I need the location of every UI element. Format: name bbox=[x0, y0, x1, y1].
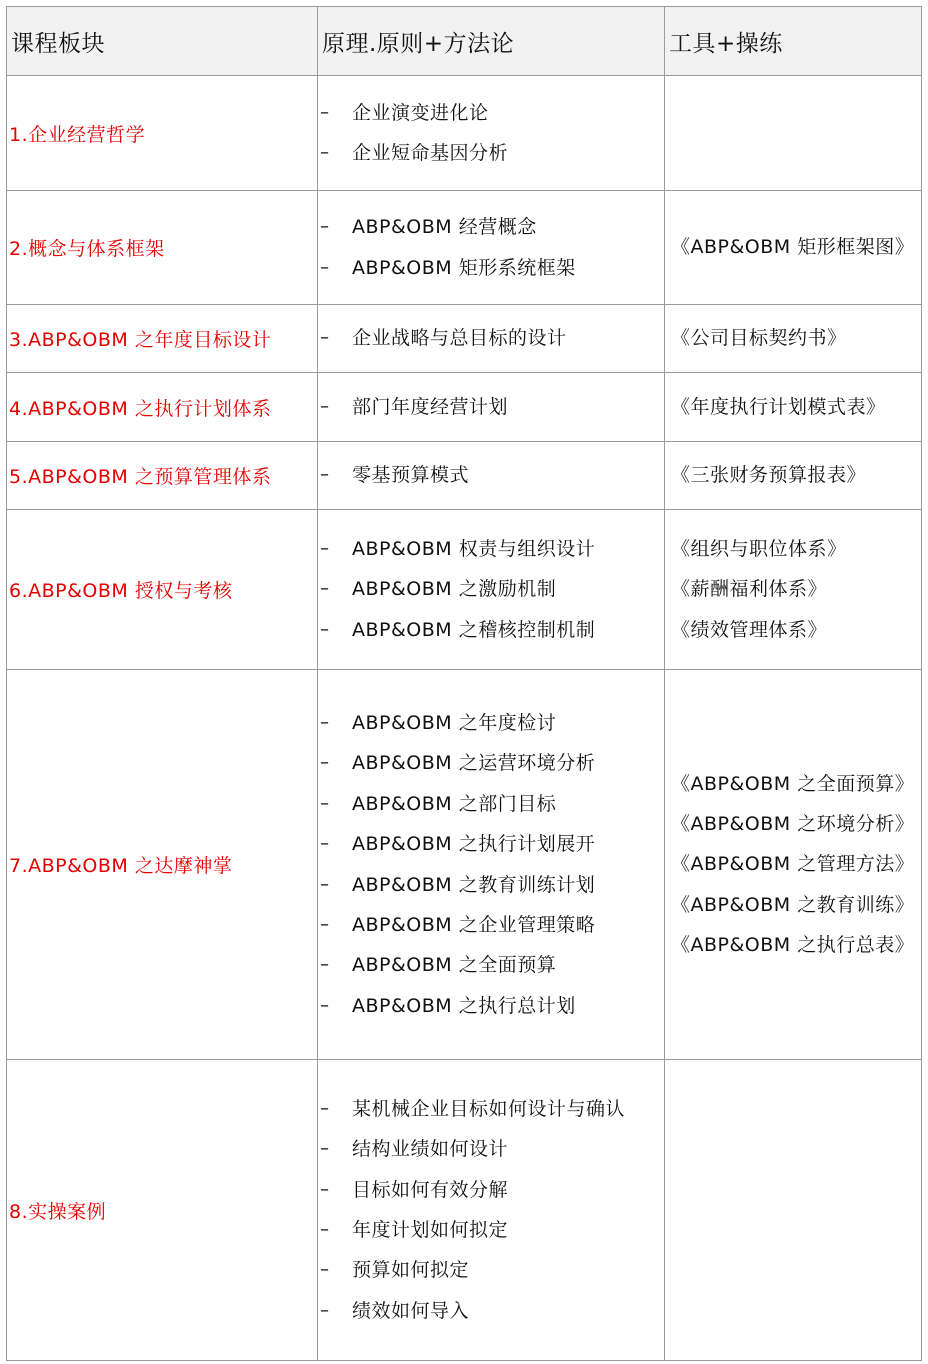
method-item bbox=[318, 743, 664, 783]
module-cell bbox=[7, 191, 318, 305]
dash-bullet: – bbox=[320, 1138, 330, 1160]
tools-cell bbox=[665, 305, 922, 373]
method-item bbox=[318, 529, 664, 569]
method-cell bbox=[318, 373, 665, 442]
course-row bbox=[7, 305, 922, 373]
course-row bbox=[7, 76, 922, 191]
method-text: 绩效如何导入 bbox=[352, 1299, 470, 1322]
tool-list bbox=[665, 387, 921, 427]
tools-cell bbox=[665, 442, 922, 510]
method-text: ABP&OBM 矩形系统框架 bbox=[352, 256, 576, 279]
method-text: ABP&OBM 之运营环境分析 bbox=[352, 752, 596, 775]
method-text: 企业战略与总目标的设计 bbox=[352, 327, 567, 350]
method-text: ABP&OBM 之激励机制 bbox=[352, 578, 557, 601]
module-cell bbox=[7, 510, 318, 670]
method-cell bbox=[318, 510, 665, 670]
method-item bbox=[318, 1210, 664, 1250]
method-text: ABP&OBM 之年度检讨 bbox=[352, 711, 557, 734]
method-list bbox=[318, 703, 664, 1026]
module-title: 4.ABP&OBM 之执行计划体系 bbox=[9, 397, 272, 420]
course-row bbox=[7, 1060, 922, 1361]
tool-item: 《ABP&OBM 之执行总表》 bbox=[671, 934, 915, 957]
method-item bbox=[318, 1250, 664, 1290]
method-item bbox=[318, 824, 664, 864]
header-module: 课程板块 bbox=[7, 7, 318, 76]
dash-bullet: – bbox=[320, 873, 330, 895]
tools-cell bbox=[665, 76, 922, 191]
method-cell bbox=[318, 305, 665, 373]
module-cell bbox=[7, 373, 318, 442]
module-title: 8.实操案例 bbox=[9, 1200, 107, 1223]
course-row bbox=[7, 191, 922, 305]
method-list bbox=[318, 529, 664, 650]
method-item bbox=[318, 865, 664, 905]
dash-bullet: – bbox=[320, 1259, 330, 1281]
course-row bbox=[7, 373, 922, 442]
method-list bbox=[318, 318, 664, 358]
method-item bbox=[318, 1089, 664, 1129]
dash-bullet: – bbox=[320, 711, 330, 733]
dash-bullet: – bbox=[320, 464, 330, 486]
header-method: 原理.原则+方法论 bbox=[318, 7, 665, 76]
header-tools: 工具+操练 bbox=[665, 7, 922, 76]
tools-cell bbox=[665, 373, 922, 442]
method-cell bbox=[318, 1060, 665, 1361]
method-text: ABP&OBM 权责与组织设计 bbox=[352, 537, 596, 560]
tool-list bbox=[665, 764, 921, 966]
method-item bbox=[318, 610, 664, 650]
method-text: ABP&OBM 之企业管理策略 bbox=[352, 913, 596, 936]
method-item bbox=[318, 93, 664, 133]
method-item bbox=[318, 1170, 664, 1210]
module-title: 2.概念与体系框架 bbox=[9, 238, 165, 260]
tool-item: 《绩效管理体系》 bbox=[671, 618, 828, 641]
tool-item: 《ABP&OBM 之管理方法》 bbox=[671, 853, 915, 876]
tool-item: 《公司目标契约书》 bbox=[671, 327, 847, 350]
dash-bullet: – bbox=[320, 578, 330, 600]
method-item bbox=[318, 569, 664, 609]
method-item bbox=[318, 1129, 664, 1169]
module-cell bbox=[7, 670, 318, 1060]
course-row bbox=[7, 670, 922, 1060]
module-cell bbox=[7, 442, 318, 510]
method-text: 预算如何拟定 bbox=[352, 1259, 470, 1282]
method-text: ABP&OBM 之部门目标 bbox=[352, 792, 557, 815]
module-title: 3.ABP&OBM 之年度目标设计 bbox=[9, 329, 272, 351]
dash-bullet: – bbox=[320, 752, 330, 774]
dash-bullet: – bbox=[320, 327, 330, 349]
tool-list bbox=[665, 227, 921, 267]
tools-cell bbox=[665, 191, 922, 305]
tool-item: 《ABP&OBM 之教育训练》 bbox=[671, 893, 915, 916]
method-item bbox=[318, 133, 664, 173]
dash-bullet: – bbox=[320, 954, 330, 976]
dash-bullet: – bbox=[320, 395, 330, 417]
dash-bullet: – bbox=[320, 537, 330, 559]
method-text: 部门年度经营计划 bbox=[352, 395, 509, 418]
table-body bbox=[7, 76, 922, 1361]
method-item bbox=[318, 905, 664, 945]
tool-item: 《ABP&OBM 之全面预算》 bbox=[671, 772, 915, 795]
method-text: 企业短命基因分析 bbox=[352, 142, 509, 164]
tools-cell bbox=[665, 510, 922, 670]
dash-bullet: – bbox=[320, 833, 330, 855]
method-text: 年度计划如何拟定 bbox=[352, 1219, 509, 1241]
method-cell bbox=[318, 442, 665, 510]
method-cell bbox=[318, 670, 665, 1060]
tool-item: 《年度执行计划模式表》 bbox=[671, 395, 886, 418]
method-item bbox=[318, 1291, 664, 1331]
method-item bbox=[318, 318, 664, 358]
dash-bullet: – bbox=[320, 1178, 330, 1200]
method-list bbox=[318, 455, 664, 495]
course-table bbox=[6, 6, 922, 1361]
module-title: 6.ABP&OBM 授权与考核 bbox=[9, 580, 233, 602]
tool-item: 《ABP&OBM 矩形框架图》 bbox=[671, 236, 915, 259]
header-row bbox=[7, 7, 922, 76]
course-row bbox=[7, 510, 922, 670]
method-item bbox=[318, 455, 664, 495]
module-title: 5.ABP&OBM 之预算管理体系 bbox=[9, 466, 272, 488]
tool-item: 《三张财务预算报表》 bbox=[671, 464, 867, 487]
method-cell bbox=[318, 76, 665, 191]
method-list bbox=[318, 207, 664, 288]
dash-bullet: – bbox=[320, 994, 330, 1016]
dash-bullet: – bbox=[320, 1097, 330, 1119]
dash-bullet: – bbox=[320, 1299, 330, 1321]
module-cell bbox=[7, 76, 318, 191]
method-item bbox=[318, 703, 664, 743]
method-list bbox=[318, 1089, 664, 1331]
method-text: ABP&OBM 之稽核控制机制 bbox=[352, 618, 596, 641]
method-text: ABP&OBM 经营概念 bbox=[352, 216, 537, 239]
tools-cell bbox=[665, 670, 922, 1060]
tool-list bbox=[665, 318, 921, 358]
method-text: ABP&OBM 之教育训练计划 bbox=[352, 873, 596, 896]
method-text: ABP&OBM 之执行总计划 bbox=[352, 994, 576, 1017]
method-item bbox=[318, 784, 664, 824]
tool-list bbox=[665, 529, 921, 650]
dash-bullet: – bbox=[320, 101, 330, 123]
dash-bullet: – bbox=[320, 142, 330, 163]
dash-bullet: – bbox=[320, 913, 330, 935]
method-text: ABP&OBM 之执行计划展开 bbox=[352, 833, 596, 856]
method-text: 企业演变进化论 bbox=[352, 101, 489, 124]
tool-item: 《ABP&OBM 之环境分析》 bbox=[671, 812, 915, 835]
module-title: 1.企业经营哲学 bbox=[9, 123, 146, 146]
method-text: 零基预算模式 bbox=[352, 464, 470, 487]
course-row bbox=[7, 442, 922, 510]
tool-item: 《组织与职位体系》 bbox=[671, 537, 847, 560]
method-item bbox=[318, 248, 664, 288]
module-cell bbox=[7, 1060, 318, 1361]
method-text: 结构业绩如何设计 bbox=[352, 1138, 509, 1161]
dash-bullet: – bbox=[320, 256, 330, 278]
method-list bbox=[318, 93, 664, 174]
method-item bbox=[318, 945, 664, 985]
method-item bbox=[318, 986, 664, 1026]
tool-list bbox=[665, 455, 921, 495]
method-text: 某机械企业目标如何设计与确认 bbox=[352, 1097, 626, 1120]
module-title: 7.ABP&OBM 之达摩神掌 bbox=[9, 855, 233, 877]
method-item bbox=[318, 387, 664, 427]
dash-bullet: – bbox=[320, 618, 330, 640]
method-item bbox=[318, 207, 664, 247]
method-list bbox=[318, 387, 664, 427]
dash-bullet: – bbox=[320, 216, 330, 238]
dash-bullet: – bbox=[320, 792, 330, 814]
dash-bullet: – bbox=[320, 1219, 330, 1240]
method-text: 目标如何有效分解 bbox=[352, 1178, 509, 1201]
tools-cell bbox=[665, 1060, 922, 1361]
module-cell bbox=[7, 305, 318, 373]
tool-item: 《薪酬福利体系》 bbox=[671, 578, 828, 601]
method-cell bbox=[318, 191, 665, 305]
method-text: ABP&OBM 之全面预算 bbox=[352, 954, 557, 977]
